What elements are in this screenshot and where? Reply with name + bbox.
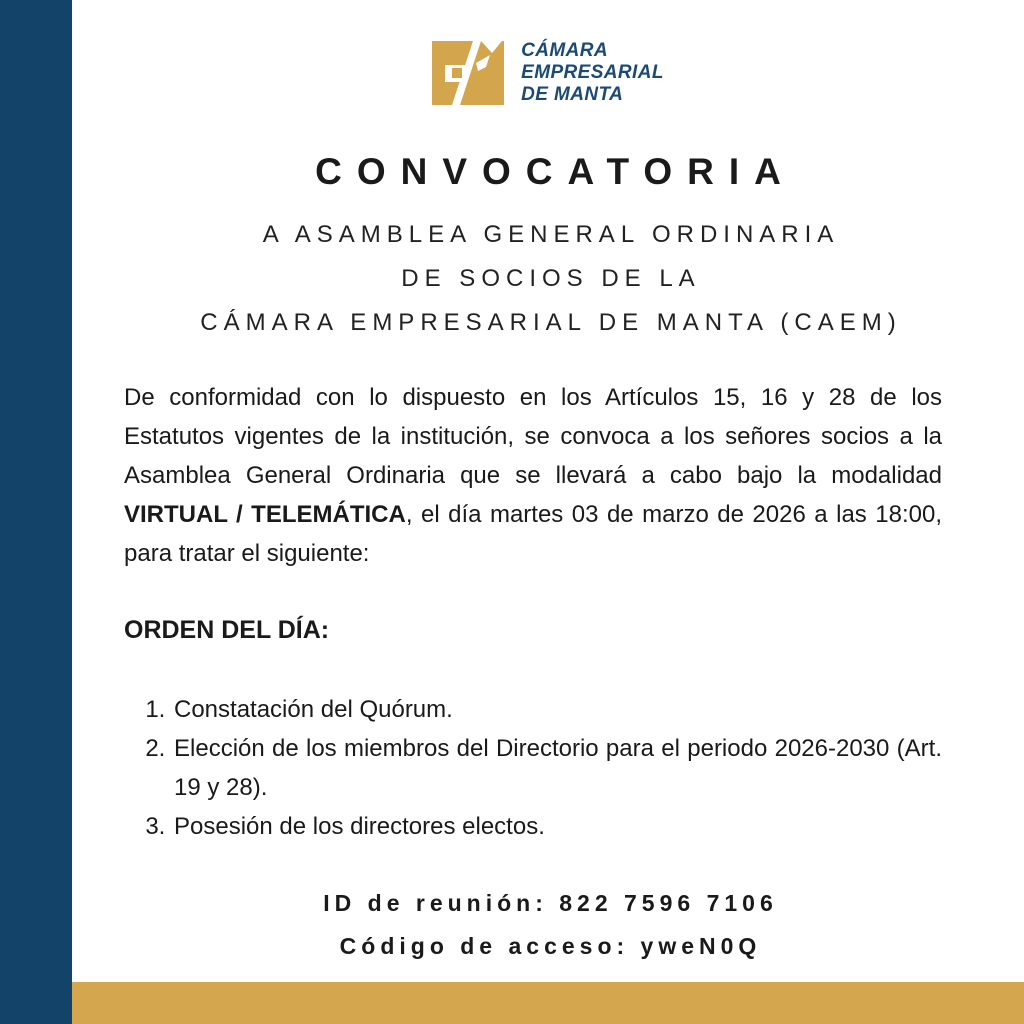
agenda-list [124,690,942,846]
caem-logo-icon [432,41,504,105]
logo-word-line1: CÁMARA [521,40,608,61]
agenda-item-3: 3. Posesión de los directores electos. [172,807,942,846]
modality-emphasis: VIRTUAL / TELEMÁTICA [124,501,406,528]
subtitle-block [72,213,1024,345]
subtitle-line-2: DE SOCIOS DE LA [401,265,701,292]
caem-logo [72,0,1024,106]
agenda-heading: ORDEN DEL DÍA: [124,616,330,644]
caem-logo-wordmark [521,40,664,106]
intro-paragraph-start: De conformidad con lo dispuesto en los Artículos 15, 16 y 28 de los Estatutos vigentes de la institución, se convoca a los señores socios a la Asamblea General Ordinaria que se llevará a cabo bajo la modalidad [124,384,942,489]
logo-word-line3: DE MANTA [521,84,624,105]
main-text-block [72,378,1024,846]
meeting-access-line: Código de acceso: yweN0Q [339,933,762,959]
announcement-card [72,0,1024,982]
logo-word-line2: EMPRESARIAL [521,62,664,83]
intro-paragraph [124,378,942,573]
agenda-item-2: 2. Elección de los miembros del Directorio para el periodo 2026-2030 (Art. 19 y 28). [172,729,942,807]
bottom-accent-bar [72,982,1024,1024]
meeting-credentials [72,882,1024,968]
agenda-item-1: 1. Constatación del Quórum. [172,690,942,729]
intro-paragraph-end: , el día martes 03 de marzo de 2026 a las 18:00, para tratar el siguiente: [124,501,942,567]
page-title: CONVOCATORIA [315,151,796,192]
subtitle-line-1: A ASAMBLEA GENERAL ORDINARIA [262,221,840,248]
subtitle-line-3: CÁMARA EMPRESARIAL DE MANTA (CAEM) [200,309,902,336]
left-accent-bar [0,0,72,1024]
meeting-id-line: ID de reunión: 822 7596 7106 [323,890,778,916]
